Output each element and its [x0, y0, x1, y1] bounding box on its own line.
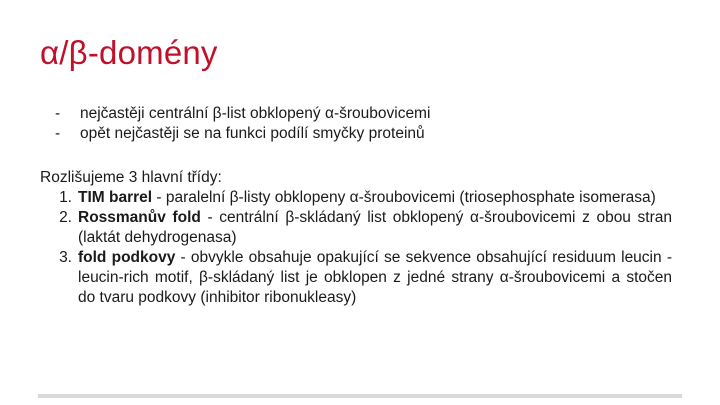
bullet-list — [55, 104, 430, 144]
class-item — [40, 248, 672, 308]
classes-intro: Rozlišujeme 3 hlavní třídy: — [40, 169, 222, 186]
footer-divider — [38, 394, 682, 398]
class-item — [40, 188, 672, 208]
bullet-marker: - — [55, 125, 61, 142]
class-term: Rossmanův fold — [78, 209, 201, 226]
bullet-text: nejčastěji centrální β-list obklopený α-šroubovicemi — [80, 105, 431, 122]
class-text — [78, 188, 672, 208]
class-number: 2. — [59, 209, 72, 226]
class-desc: - obvykle obsahuje opakující se sekvence obsahující residuum leucin - leucin-rich motif, β-skládaný list je obklopen z jedné strany α-šroubovicemi a stočen do tvaru podkovy (inhibitor ribonukleasy) — [78, 249, 672, 306]
class-desc: - paralelní β-listy obklopeny α-šroubovicemi (triosephosphate isomerasa) — [152, 189, 656, 206]
bullet-text: opět nejčastěji se na funkci podílí smyčky proteinů — [80, 125, 425, 142]
classes-list — [40, 188, 672, 308]
class-text — [78, 208, 672, 248]
class-term: fold podkovy — [78, 249, 176, 266]
class-item — [40, 208, 672, 248]
class-term: TIM barrel — [78, 189, 153, 206]
bullet-item — [55, 124, 430, 144]
slide-title: α/β-domény — [40, 34, 218, 71]
bullet-marker: - — [55, 105, 61, 122]
class-number: 1. — [59, 189, 72, 206]
class-text — [78, 248, 672, 308]
class-number: 3. — [59, 249, 72, 266]
bullet-item — [55, 104, 430, 124]
class-desc: - centrální β-skládaný list obklopený α-šroubovicemi z obou stran (laktát dehydrogenasa) — [78, 209, 673, 246]
